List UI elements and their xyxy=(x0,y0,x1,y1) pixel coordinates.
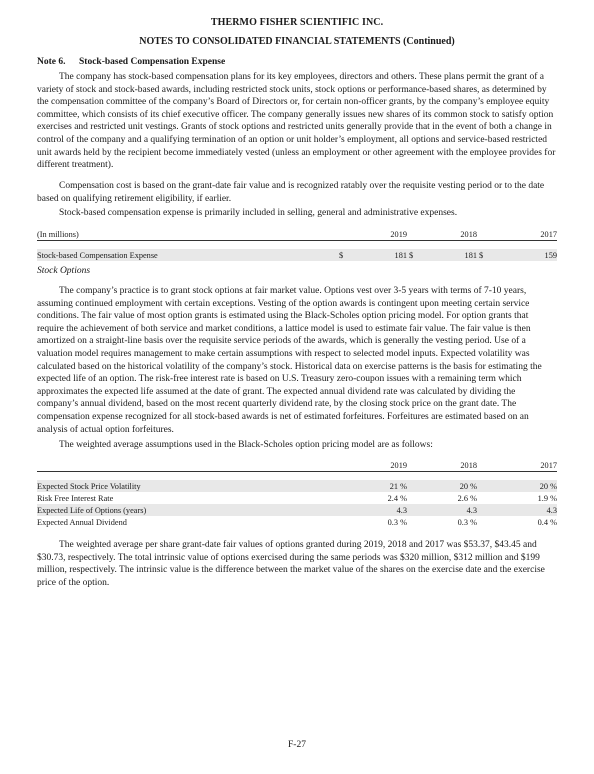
table-row xyxy=(37,249,557,261)
paragraph-plans: The company has stock-based compensation plans for its key employees, directors and others. These plans permit the grant of a variety of stock and stock-based awards, including restricted stock units, stock options or performance-based shares, as determined by the compensation committee of the company’s Board of Directors or, for certain non-officer grants, by the company’s employee equity committee, which consists of its chief executive officer. The company generally issues new shares of its common stock to satisfy option exercises and restricted unit vestings. Grants of stock options and restricted units generally provide that in the event of both a change in control of the company and a qualifying termination of an option or unit holder’s employment, all options and service-based restricted unit awards held by the recipient become immediately vested (unless an employment or other agreement with the employee provides for different treatment). xyxy=(37,72,556,171)
table-cell: 0.3 % xyxy=(457,517,477,527)
table-cell: 20 % xyxy=(477,480,557,492)
page-subtitle: NOTES TO CONSOLIDATED FINANCIAL STATEMENTS (Continued) xyxy=(139,36,455,47)
row-label: Expected Life of Options (years) xyxy=(37,504,337,516)
year-header: 2018 xyxy=(407,459,477,472)
table-cell: 4.3 xyxy=(407,504,477,516)
note-heading xyxy=(37,57,225,67)
year-header: 2018 xyxy=(417,228,477,241)
unit-label: (In millions) xyxy=(37,228,337,241)
table-header-row xyxy=(37,228,557,241)
paragraph-compensation-cost: Compensation cost is based on the grant-date fair value and is recognized ratably over the requisite vesting period or to the date based on qualifying retirement eligibility, if earlier. xyxy=(37,181,545,204)
paragraph-expense-location: Stock-based compensation expense is primarily included in selling, general and administrative expenses. xyxy=(59,208,458,218)
table-cell: 0.4 % xyxy=(537,517,557,527)
table-cell: 4.3 xyxy=(477,504,557,516)
table-cell: 2.4 % xyxy=(387,493,407,503)
year-header: 2019 xyxy=(347,228,407,241)
row-label: Stock-based Compensation Expense xyxy=(37,249,337,261)
table-cell: 181 xyxy=(347,249,407,261)
year-header: 2017 xyxy=(477,459,557,472)
page-number: F-27 xyxy=(288,740,306,750)
table-row xyxy=(37,516,557,528)
year-header: 2019 xyxy=(337,459,407,472)
table-row xyxy=(37,492,557,504)
note-number: Note 6. xyxy=(37,57,66,67)
company-name: THERMO FISHER SCIENTIFIC INC. xyxy=(210,17,384,28)
table-row xyxy=(37,504,557,516)
compensation-expense-table xyxy=(37,228,557,261)
currency-symbol: $ xyxy=(337,249,347,261)
table-cell: 2.6 % xyxy=(457,493,477,503)
paragraph-stock-options: The company’s practice is to grant stock options at fair market value. Options vest over 3-5 years with terms of 7-10 years, assuming continued employment with certain exceptions. Vesting of the option awards is contingent upon meeting certain service conditions. The fair value of most option grants is estimated using the Black-Scholes option pricing model. For option grants that require the achievement of both service and market conditions, a lattice model is used to estimate fair value. The fair value is then amortized on a straight-line basis over the requisite service periods of the awards, which is generally the vesting period. Use of a valuation model requires management to make certain assumptions with respect to selected model inputs. Expected volatility was calculated based on the historical volatility of the company’s stock. Historical data on exercise patterns is the basis for estimating the expected life of an option. The risk-free interest rate is based on U.S. Treasury zero-coupon issues with a remaining term which approximates the expected life assumed at the date of grant. The expected annual dividend rate was calculated by dividing the company’s annual dividend, based on the most recent quarterly dividend rate, by the closing stock price on the grant date. The compensation expense recognized for all stock-based awards is net of estimated forfeitures. Forfeitures are estimated based on an analysis of actual option forfeitures. xyxy=(37,286,542,435)
table-cell: 20 % xyxy=(407,480,477,492)
currency-symbol: $ xyxy=(407,249,417,261)
table-row xyxy=(37,480,557,492)
note-title: Stock-based Compensation Expense xyxy=(79,57,226,67)
row-label: Expected Stock Price Volatility xyxy=(37,480,337,492)
table-header-row xyxy=(37,459,557,472)
table-cell: 1.9 % xyxy=(537,493,557,503)
row-label: Expected Annual Dividend xyxy=(37,517,127,527)
stock-options-heading: Stock Options xyxy=(37,266,91,276)
table-cell: 0.3 % xyxy=(387,517,407,527)
black-scholes-table xyxy=(37,459,557,528)
table-cell: 21 % xyxy=(337,480,407,492)
table-cell: 4.3 xyxy=(337,504,407,516)
paragraph-assumptions-intro: The weighted average assumptions used in the Black-Scholes option pricing model are as follows: xyxy=(59,440,433,450)
table-cell: 159 xyxy=(487,249,557,261)
currency-symbol: $ xyxy=(477,249,487,261)
year-header: 2017 xyxy=(487,228,557,241)
row-label: Risk Free Interest Rate xyxy=(37,493,114,503)
table-cell: 181 xyxy=(417,249,477,261)
paragraph-fair-values: The weighted average per share grant-date fair values of options granted during 2019, 2018 and 2017 was $53.37, $43.45 and $30.73, respectively. The total intrinsic value of options exercised during the same periods was $320 million, $312 million and $199 million, respectively. The intrinsic value is the difference between the market value of the shares on the exercise date and the exercise price of the option. xyxy=(37,540,545,588)
